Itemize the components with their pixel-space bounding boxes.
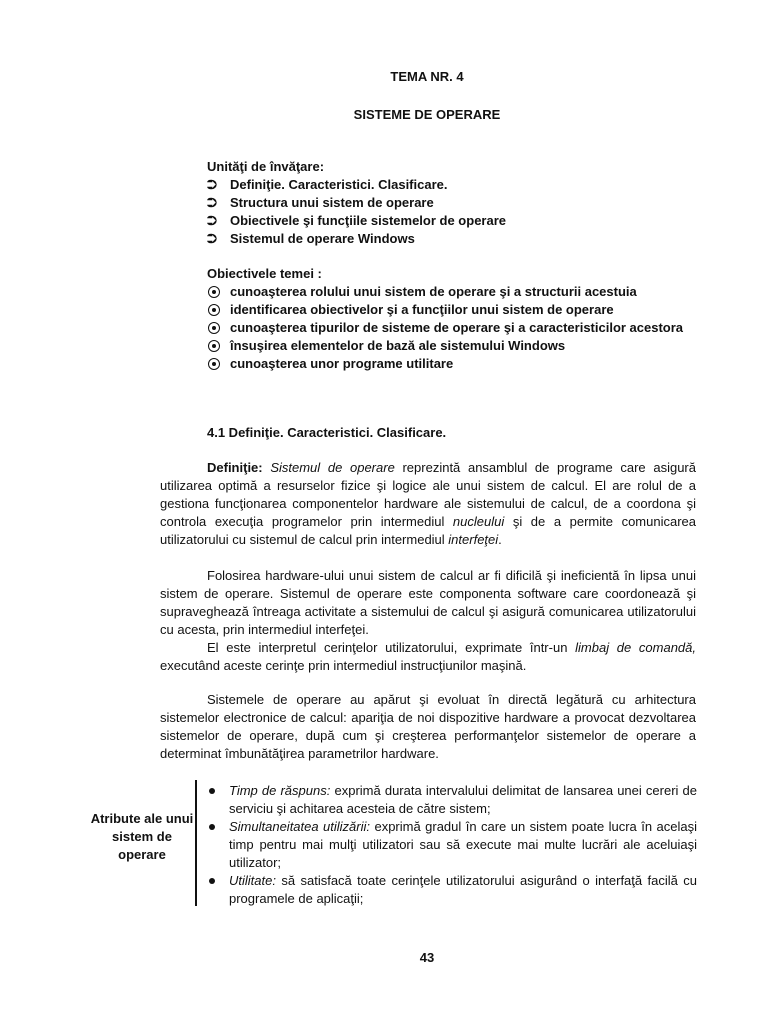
list-item: însuşirea elementelor de bază ale sistemului Windows [207,337,697,355]
page-number: 43 [419,950,435,965]
page-subtitle: SISTEME DE OPERARE [353,107,501,122]
learning-units-list [207,176,697,248]
list-item: Utilitate: să satisfacă toate cerinţele utilizatorului asigurând o interfaţă facilă cu programele de aplicaţii; [207,872,697,908]
list-item: ⮊ Sistemul de operare Windows [207,231,415,246]
circle-bullet-icon [208,304,220,316]
attributes-sidebar-label: Atribute ale unui sistem de operare [90,811,194,862]
learning-units-block [207,158,697,248]
arrow-icon: ⮊ [207,231,217,246]
bullet-icon [209,824,215,830]
definition-label: Definiţie: [207,460,263,475]
evolution-paragraph: Sistemele de operare au apărut şi evoluat în directă legătură cu arhitectura sistemelor electronice de calcul: apariţia de noi dispozitive hardware a provocat dezvoltarea sistemelor de operare, după cum şi creşterea performanţelor sistemelor de operare a determinat îmbunătăţirea parametrilor hardware. [160,692,696,761]
arrow-icon: ⮊ [207,213,217,228]
arrow-icon: ⮊ [207,195,217,210]
circle-bullet-icon [208,322,220,334]
hardware-paragraph: Folosirea hardware-ului unui sistem de calcul ar fi dificilă şi ineficientă în lipsa unui sistem de operare. Sistemul de operare este componenta software care coordonează şi supraveghează întreaga activitate a sistemului de calcul şi asigură comunicarea utilizatorului cu acesta, prin intermediul interfeţei. El este interpretul cerinţelor utilizatorului, exprimate într-un limbaj de comandă, executând aceste cerinţe prin intermediul instrucţiunilor maşină. [160,568,697,673]
page-title: TEMA NR. 4 [390,69,464,84]
section-heading: 4.1 Definiţie. Caracteristici. Clasificare. [207,425,447,440]
circle-bullet-icon [208,286,220,298]
list-item: cunoaşterea unor programe utilitare [207,355,697,373]
bullet-icon [209,788,215,794]
list-item: cunoaşterea rolului unui sistem de operare şi a structurii acestuia [207,283,697,301]
circle-bullet-icon [208,358,220,370]
bullet-icon [209,878,215,884]
attributes-list [207,782,697,908]
list-item: Simultaneitatea utilizării: exprimă gradul în care un sistem poate lucra în acelaşi timp pentru mai mulţi utilizatori sau să execute mai multe lucrări ale aceluiaşi utilizator; [207,818,697,872]
arrow-icon: ⮊ [207,177,217,192]
objectives-heading: Obiectivele temei : [207,266,322,281]
list-item: ⮊ Definiţie. Caracteristici. Clasificare. [207,177,448,192]
divider [195,780,197,906]
list-item: identificarea obiectivelor şi a funcţiilor unui sistem de operare [207,301,697,319]
list-item: Timp de răspuns: exprimă durata intervalului delimitat de lansarea unei cereri de serviciu şi achitarea acesteia de către sistem; [207,782,697,818]
definition-paragraph: Definiţie: Sistemul de operare reprezintă ansamblul de programe care asigură utilizarea optimă a resurselor fizice şi logice ale unui sistem de calcul. El are rolul de a gestiona funcţionarea componentelor hardware ale sistemului de calcul, de a coordona şi controla execuţia programelor prin intermediul nucleului şi de a permite comunicarea utilizatorului cu sistemul de calcul prin intermediul interfeţei. [160,460,696,547]
list-item: ⮊ Obiectivele şi funcţiile sistemelor de operare [207,213,506,228]
list-item: ⮊ Structura unui sistem de operare [207,195,434,210]
objectives-block [207,265,697,373]
circle-bullet-icon [208,340,220,352]
learning-units-heading: Unităţi de învăţare: [207,159,325,174]
list-item: cunoaşterea tipurilor de sisteme de operare şi a caracteristicilor acestora [207,319,697,337]
objectives-list [207,283,697,373]
